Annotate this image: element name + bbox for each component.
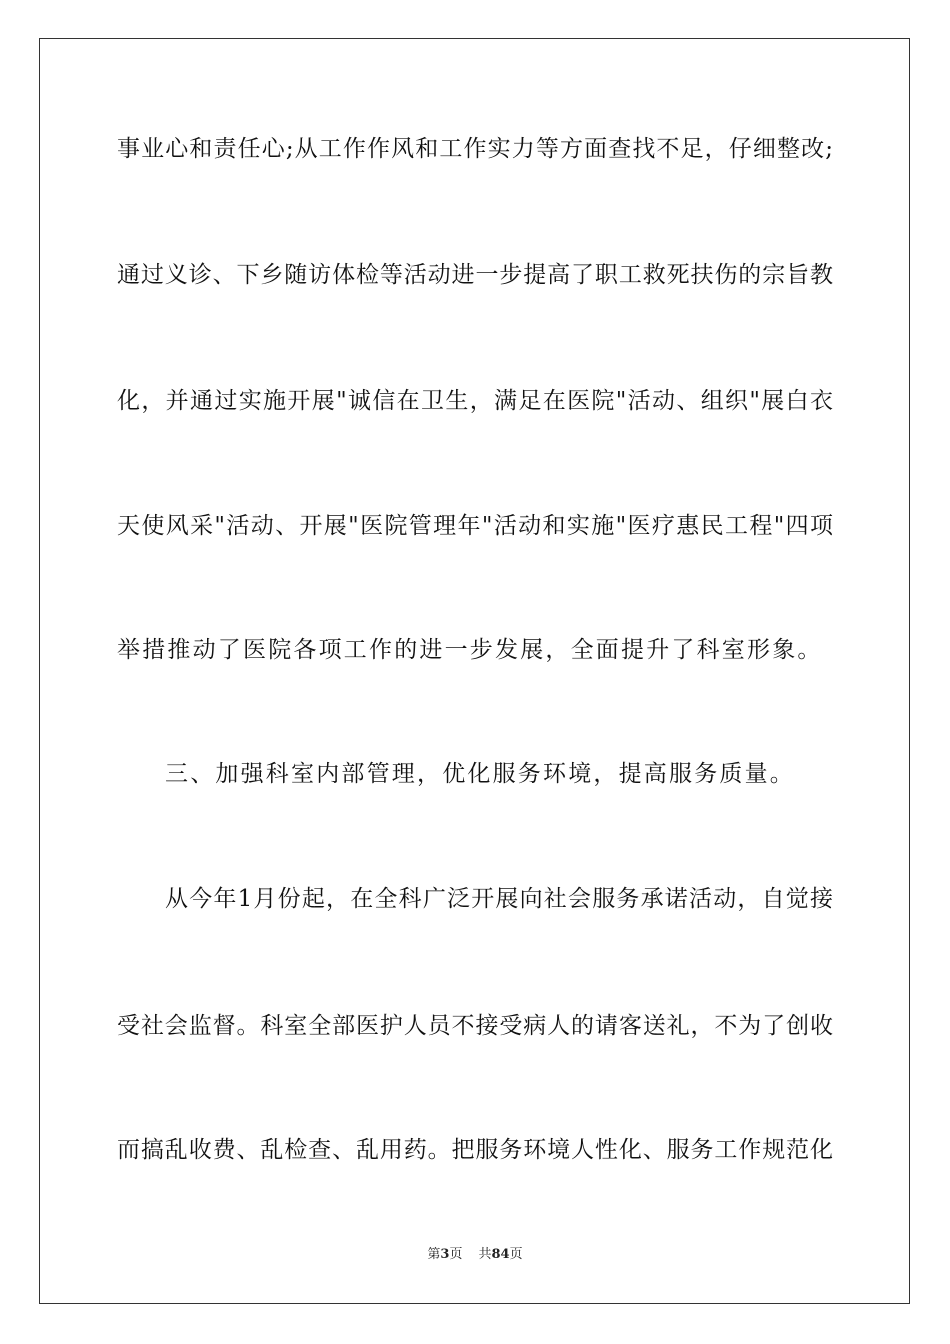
page-border — [39, 38, 910, 1304]
body-text-line-9: 而搞乱收费、乱检查、乱用药。把服务环境人性化、服务工作规范化 — [117, 1137, 833, 1163]
paragraph-first-line: 从今年1月份起，在全科广泛开展向社会服务承诺活动，自觉接 — [165, 886, 833, 912]
total-prefix: 共 — [478, 1247, 492, 1262]
body-text-line-4: 天使风采"活动、开展"医院管理年"活动和实施"医疗惠民工程"四项 — [117, 513, 833, 539]
page-number: 3 — [440, 1247, 450, 1262]
total-pages: 84 — [491, 1247, 510, 1262]
body-text-line-3: 化，并通过实施开展"诚信在卫生，满足在医院"活动、组织"展白衣 — [117, 388, 833, 414]
total-suffix: 页 — [509, 1247, 523, 1262]
page-suffix: 页 — [449, 1247, 463, 1262]
body-text-line-8: 受社会监督。科室全部医护人员不接受病人的请客送礼，不为了创收 — [117, 1013, 833, 1039]
body-text-line-1: 事业心和责任心;从工作作风和工作实力等方面查找不足，仔细整改; — [117, 136, 833, 162]
page-footer — [0, 1246, 950, 1264]
body-text-line-5: 举措推动了医院各项工作的进一步发展，全面提升了科室形象。 — [117, 637, 823, 663]
page-prefix: 第 — [427, 1247, 441, 1262]
section-heading: 三、加强科室内部管理，优化服务环境，提高服务质量。 — [165, 761, 795, 787]
body-text-line-2: 通过义诊、下乡随访体检等活动进一步提高了职工救死扶伤的宗旨教 — [117, 262, 833, 288]
